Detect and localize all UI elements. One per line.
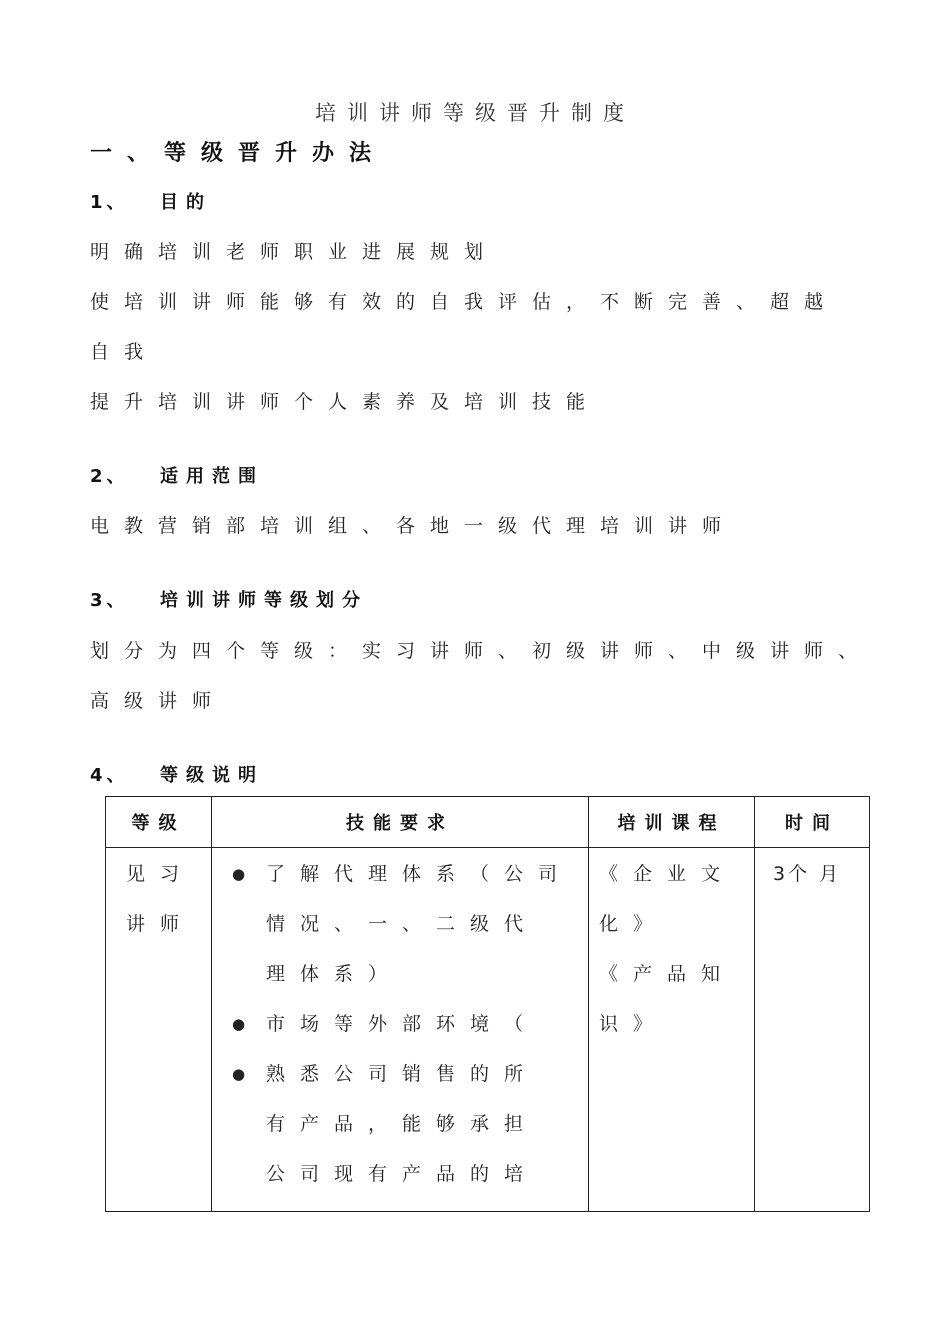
- header-courses: 培训课程: [589, 797, 755, 848]
- subsection-levels: [90, 586, 368, 612]
- course-line: 化》: [599, 913, 668, 935]
- bullet-icon: ●: [232, 1065, 261, 1083]
- skill-item: ● 市场等外部环境（: [232, 1013, 539, 1035]
- time-cell: [755, 848, 870, 1212]
- courses-cell: [589, 848, 755, 1212]
- section-heading-1: 一、等级晋升办法: [90, 141, 387, 166]
- skill-continuation: 情况、一、二级代: [266, 913, 539, 935]
- grade-line: 见习: [126, 863, 195, 885]
- purpose-line: 自我: [90, 341, 159, 363]
- course-line: 《企业文: [599, 863, 736, 885]
- table-row: [106, 848, 870, 1212]
- table-header-row: [106, 797, 870, 848]
- bullet-icon: ●: [232, 1015, 261, 1033]
- skills-cell: [212, 848, 589, 1212]
- bullet-icon: ●: [232, 865, 261, 883]
- course-line: 识》: [599, 1013, 668, 1035]
- purpose-line: 使培训讲师能够有效的自我评估，不断完善、超越: [90, 291, 839, 313]
- subsection-number: 3、: [90, 590, 129, 611]
- levels-line: 划分为四个等级：实习讲师、初级讲师、中级讲师、: [90, 640, 873, 662]
- subsection-number: 1、: [90, 192, 129, 213]
- scope-text: 电教营销部培训组、各地一级代理培训讲师: [90, 515, 737, 537]
- purpose-line: 明确培训老师职业进展规划: [90, 241, 499, 263]
- subsection-grade-description: [90, 761, 264, 787]
- subsection-title: 培训讲师等级划分: [160, 590, 368, 611]
- subsection-purpose: [90, 188, 212, 214]
- skill-continuation: 公司现有产品的培: [266, 1163, 539, 1185]
- subsection-title: 适用范围: [160, 466, 264, 487]
- document-title: 培训讲师等级晋升制度: [315, 101, 635, 125]
- levels-line: 高级讲师: [90, 690, 227, 712]
- grade-cell: [106, 848, 212, 1212]
- purpose-line: 提升培训讲师个人素养及培训技能: [90, 391, 601, 413]
- skill-item: ● 熟悉公司销售的所: [232, 1063, 539, 1085]
- course-line: 《产品知: [599, 963, 736, 985]
- subsection-number: 4、: [90, 765, 129, 786]
- subsection-title: 等级说明: [160, 765, 264, 786]
- header-skills: 技能要求: [212, 797, 589, 848]
- subsection-number: 2、: [90, 466, 129, 487]
- grade-table: [105, 796, 870, 1212]
- header-time: 时间: [755, 797, 870, 848]
- skill-continuation: 有产品，能够承担: [266, 1113, 539, 1135]
- subsection-scope: [90, 462, 264, 488]
- skill-continuation: 理体系）: [266, 963, 403, 985]
- time-value: 3个 月: [773, 863, 842, 885]
- header-grade: 等级: [106, 797, 212, 848]
- skill-item: ● 了解代理体系（公司: [232, 863, 573, 885]
- subsection-title: 目的: [160, 192, 212, 213]
- grade-line: 讲师: [126, 913, 195, 935]
